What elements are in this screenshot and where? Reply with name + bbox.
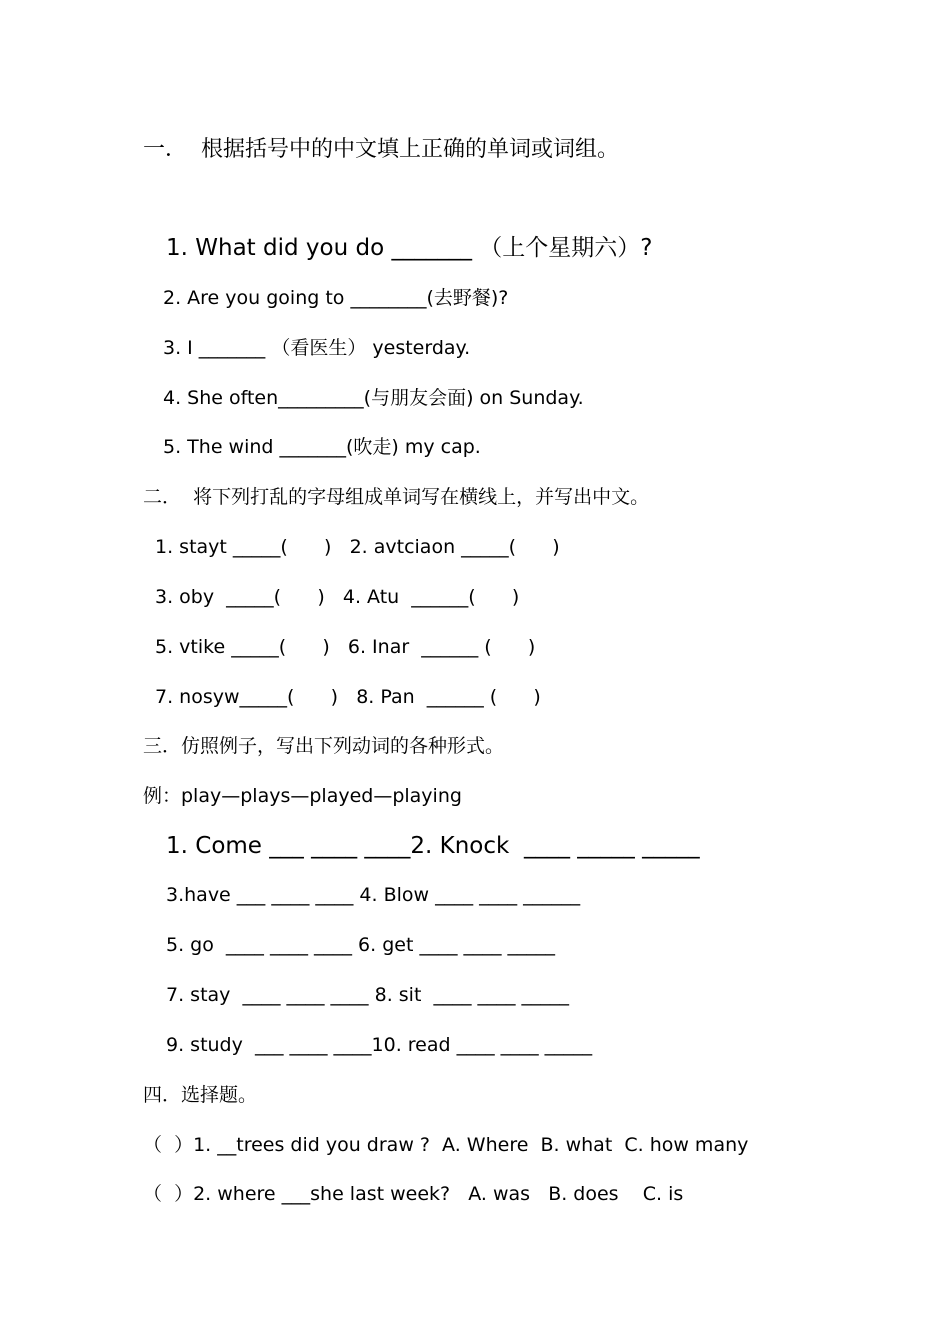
section-2-row-2: 3. oby _____( ) 4. Atu ______( ) (155, 586, 520, 608)
section-1-item-3: 3. I _______ （看医生） yesterday. (163, 337, 471, 359)
section-1-item-2: 2. Are you going to ________(去野餐)? (163, 287, 509, 309)
section-1-item-4: 4. She often_________(与朋友会面) on Sunday. (163, 387, 584, 409)
section-2-heading: 二． 将下列打乱的字母组成单词写在横线上，并写出中文。 (143, 486, 650, 508)
section-3-row-1: 1. Come ___ ____ ____2. Knock ____ _____ _____ (166, 833, 700, 859)
section-3-row-5: 9. study ___ ____ ____10. read ____ ____ _____ (166, 1034, 593, 1056)
section-4-heading: 四．选择题。 (143, 1084, 258, 1106)
section-1-item-1: 1. What did you do _______ （上个星期六）? (166, 235, 653, 261)
section-3-example: 例：play—plays—played—playing (143, 785, 462, 807)
section-3-row-3: 5. go ____ ____ ____ 6. get ____ ____ _____ (166, 934, 556, 956)
section-1-item-5: 5. The wind _______(吹走) my cap. (163, 436, 481, 458)
section-4-question-2: （ ）2. where ___she last week? A. was B. does C. is (143, 1183, 684, 1205)
section-3-row-4: 7. stay ____ ____ ____ 8. sit ____ ____ _____ (166, 984, 570, 1006)
section-2-row-3: 5. vtike _____( ) 6. Inar ______ ( ) (155, 636, 536, 658)
section-2-row-4: 7. nosyw_____( ) 8. Pan ______ ( ) (155, 686, 541, 708)
section-2-row-1: 1. stayt _____( ) 2. avtciaon _____( ) (155, 536, 560, 558)
section-1-heading: 一． 根据括号中的中文填上正确的单词或词组。 (143, 137, 619, 162)
section-3-heading: 三．仿照例子，写出下列动词的各种形式。 (143, 735, 505, 757)
section-3-row-2: 3.have ___ ____ ____ 4. Blow ____ ____ ______ (166, 884, 581, 906)
section-4-question-1: （ ）1. __trees did you draw ? A. Where B. what C. how many (143, 1134, 749, 1156)
